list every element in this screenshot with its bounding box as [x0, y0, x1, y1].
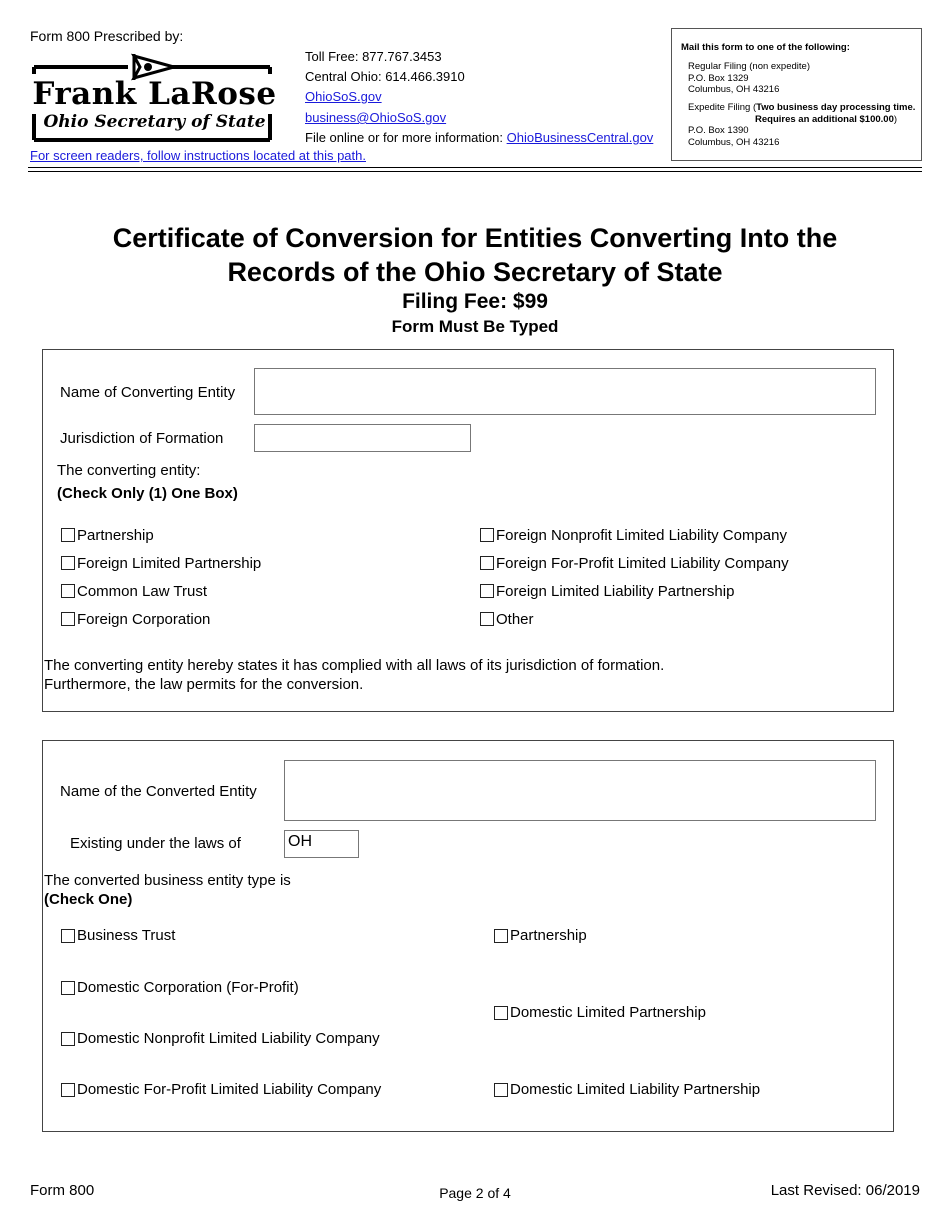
existing-laws-label: Existing under the laws of	[70, 835, 241, 852]
option-label: Foreign For-Profit Limited Liability Company	[496, 554, 789, 572]
option-domestic-for-profit-llc[interactable]	[61, 1081, 381, 1098]
mail-instructions-box	[671, 28, 922, 161]
option-foreign-llp[interactable]	[480, 577, 789, 605]
form-title-line2: Records of the Ohio Secretary of State	[227, 257, 723, 287]
regular-filing-block	[688, 61, 810, 96]
checkbox[interactable]	[61, 612, 75, 626]
regular-city: Columbus, OH 43216	[688, 84, 780, 95]
regular-filing-label: Regular Filing (non expedite)	[688, 61, 810, 72]
checkbox[interactable]	[494, 1006, 508, 1020]
sos-logo	[30, 52, 275, 144]
checkbox[interactable]	[61, 1083, 75, 1097]
expedite-city: Columbus, OH 43216	[688, 136, 780, 148]
checkbox[interactable]	[480, 528, 494, 542]
option-label: Domestic Limited Partnership	[510, 1004, 706, 1021]
checkbox[interactable]	[480, 584, 494, 598]
compliance-statement-line1: The converting entity hereby states it has complied with all laws of its jurisdiction of formation.	[44, 657, 665, 674]
check-one-note: (Check One)	[44, 891, 133, 908]
checkbox[interactable]	[61, 528, 75, 542]
expedite-filing-block	[688, 102, 920, 148]
option-label: Partnership	[510, 927, 587, 944]
checkbox[interactable]	[480, 556, 494, 570]
option-foreign-corporation[interactable]	[61, 605, 261, 633]
form-title	[0, 221, 950, 289]
footer-page-number: Page 2 of 4	[439, 1185, 511, 1201]
option-label: Domestic Limited Liability Partnership	[510, 1081, 761, 1098]
email-link[interactable]: business@OhioSoS.gov	[305, 110, 447, 125]
expedite-suffix: )	[893, 113, 898, 125]
option-domestic-nonprofit-llc[interactable]	[61, 1030, 380, 1047]
converting-entity-section	[42, 349, 894, 712]
checkbox[interactable]	[61, 981, 75, 995]
expedite-fee-line	[688, 114, 920, 126]
option-label: Domestic Nonprofit Limited Liability Company	[77, 1030, 380, 1047]
option-partnership[interactable]	[61, 521, 261, 549]
expedite-po-box: P.O. Box 1390	[688, 125, 749, 136]
filing-fee: Filing Fee: $99	[402, 290, 548, 313]
option-label: Foreign Corporation	[77, 610, 211, 628]
converting-entity-type-label: The converting entity:	[57, 462, 201, 479]
expedite-prefix: Expedite Filing (	[688, 102, 757, 113]
option-domestic-limited-partnership[interactable]	[494, 1004, 706, 1021]
mail-heading: Mail this form to one of the following:	[681, 42, 850, 53]
converted-entity-name-input[interactable]	[284, 760, 876, 821]
option-label: Common Law Trust	[77, 582, 208, 600]
option-label: Domestic For-Profit Limited Liability Company	[77, 1081, 382, 1098]
option-label: Domestic Corporation (For-Profit)	[77, 979, 299, 996]
logo-subtitle: Ohio Secretary of State	[43, 112, 266, 132]
expedite-filing-label	[688, 102, 920, 114]
compliance-statement-line2: Furthermore, the law permits for the conversion.	[44, 676, 364, 693]
option-label: Business Trust	[77, 927, 176, 944]
jurisdiction-label: Jurisdiction of Formation	[60, 430, 224, 447]
option-label: Foreign Nonprofit Limited Liability Company	[496, 526, 787, 544]
central-ohio-text: Central Ohio: 614.466.3910	[305, 69, 465, 84]
form-title-line1: Certificate of Conversion for Entities Converting Into the	[112, 223, 838, 253]
footer-last-revised: Last Revised: 06/2019	[770, 1182, 920, 1199]
expedite-fee-note: Requires an additional $100.00	[755, 113, 894, 125]
option-common-law-trust[interactable]	[61, 577, 261, 605]
toll-free-text: Toll Free: 877.767.3453	[305, 49, 442, 64]
checkbox[interactable]	[494, 1083, 508, 1097]
converted-entity-name-label: Name of the Converted Entity	[60, 783, 257, 800]
converting-entity-name-label: Name of Converting Entity	[60, 384, 236, 401]
option-label: Partnership	[77, 526, 154, 544]
checkbox[interactable]	[480, 612, 494, 626]
option-label: Other	[496, 610, 534, 628]
option-foreign-limited-partnership[interactable]	[61, 549, 261, 577]
header-divider-top	[28, 167, 922, 168]
option-foreign-for-profit-llc[interactable]	[480, 549, 789, 577]
file-online-text: File online or for more information:	[305, 130, 503, 145]
converting-entity-options-left	[61, 521, 261, 633]
option-other[interactable]	[480, 605, 789, 633]
option-label: Foreign Limited Liability Partnership	[496, 582, 735, 600]
screen-reader-link[interactable]: For screen readers, follow instructions located at this path.	[30, 148, 366, 163]
business-central-link[interactable]: OhioBusinessCentral.gov	[506, 130, 654, 145]
option-label: Foreign Limited Partnership	[77, 554, 262, 572]
file-online-line	[305, 130, 653, 145]
option-business-trust[interactable]	[61, 927, 175, 944]
option-domestic-corporation[interactable]	[61, 979, 299, 996]
checkbox[interactable]	[61, 556, 75, 570]
check-one-box-note: (Check Only (1) One Box)	[57, 485, 238, 502]
header-divider-bottom	[28, 171, 922, 172]
option-domestic-llp[interactable]	[494, 1081, 760, 1098]
prescribed-by-label: Form 800 Prescribed by:	[30, 28, 184, 44]
checkbox[interactable]	[494, 929, 508, 943]
checkbox[interactable]	[61, 1032, 75, 1046]
checkbox[interactable]	[61, 584, 75, 598]
website-link[interactable]: OhioSoS.gov	[305, 89, 382, 104]
option-foreign-nonprofit-llc[interactable]	[480, 521, 789, 549]
logo-name: Frank LaRose	[32, 76, 277, 112]
converted-entity-type-label: The converted business entity type is	[44, 872, 291, 889]
expedite-time-note: Two business day processing time.	[756, 102, 916, 113]
option-converted-partnership[interactable]	[494, 927, 587, 944]
existing-laws-input[interactable]: OH	[284, 830, 359, 858]
converting-entity-options-right	[480, 521, 789, 633]
compliance-statement	[44, 656, 664, 694]
checkbox[interactable]	[61, 929, 75, 943]
form-typed-note: Form Must Be Typed	[391, 317, 559, 336]
regular-po-box: P.O. Box 1329	[688, 72, 749, 84]
converting-entity-name-input[interactable]	[254, 368, 876, 415]
jurisdiction-input[interactable]	[254, 424, 471, 452]
footer-form-number: Form 800	[30, 1182, 95, 1199]
converted-entity-section	[42, 740, 894, 1132]
